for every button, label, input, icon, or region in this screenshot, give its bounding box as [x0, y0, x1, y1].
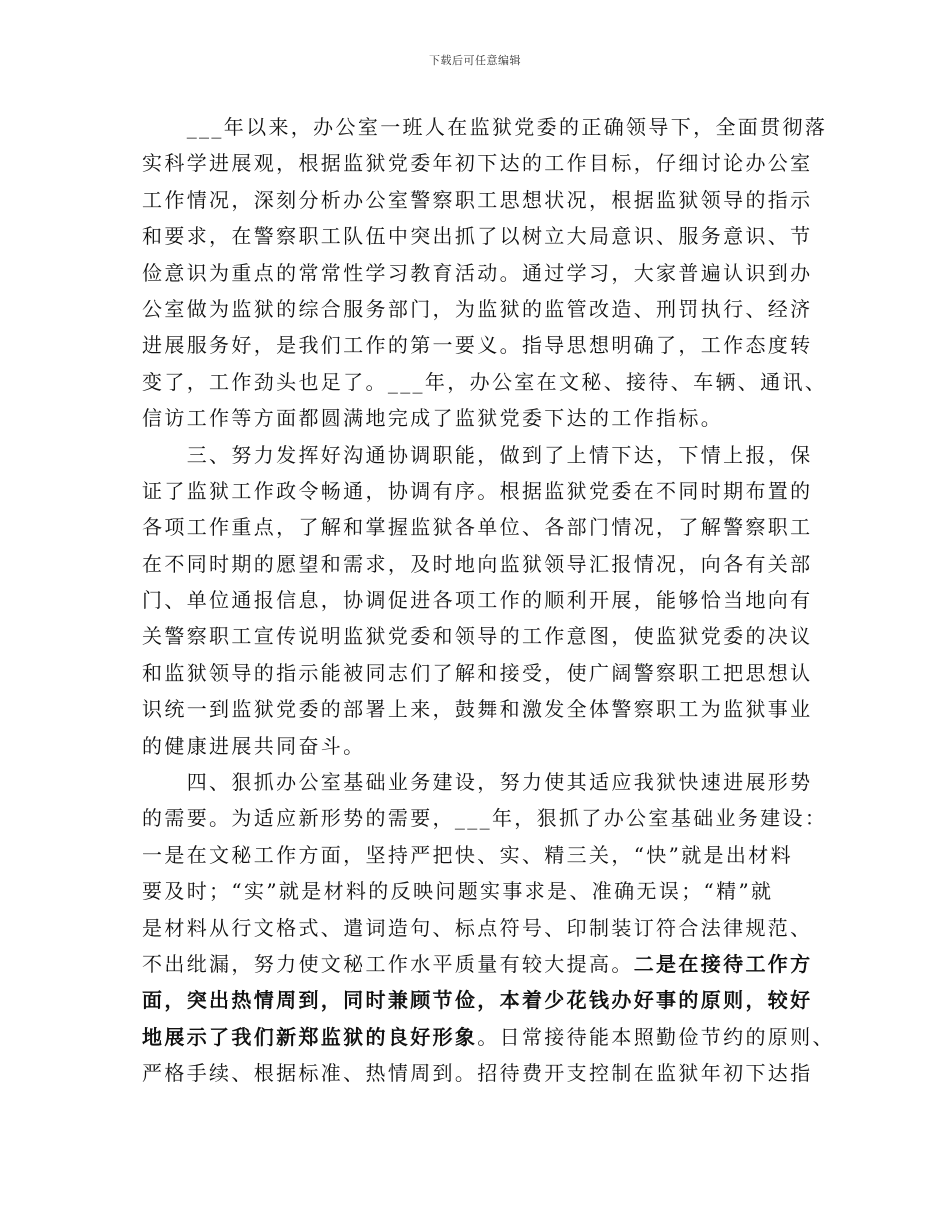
text-segment: 的健康进展共同奋斗。 [142, 733, 366, 758]
text-line [142, 691, 814, 727]
text-segment: 的需要。为适应新形势的需要，___年，狠抓了办公室基础业务建设： [142, 806, 828, 831]
text-line [142, 910, 814, 946]
text-line [142, 109, 828, 145]
page-header-note: 下载后可任意编辑 [429, 54, 521, 67]
text-segment: 是材料从行文格式、遣词造句、标点符号、印制装订符合法律规范、 [142, 915, 813, 940]
text-line [142, 1055, 814, 1091]
text-segment: 不出纰漏，努力使文秘工作水平质量有较大提高。 [142, 951, 634, 976]
text-line [142, 837, 814, 873]
text-line [142, 618, 814, 654]
text-segment: 进展服务好，是我们工作的第一要义。指导思想明确了，工作态度转 [142, 333, 813, 358]
text-line [142, 946, 814, 982]
text-line [142, 1019, 835, 1055]
text-segment: 门、单位通报信息，协调促进各项工作的顺利开展，能够恰当地向有 [142, 588, 813, 613]
text-segment: 信访工作等方面都圆满地完成了监狱党委下达的工作指标。 [142, 406, 724, 431]
text-segment: 。日常接待能本照勤俭节约的原则、 [477, 1024, 835, 1049]
text-segment: 关警察职工宣传说明监狱党委和领导的工作意图，使监狱党委的决议 [142, 624, 813, 649]
text-segment: 识统一到监狱党委的部署上来，鼓舞和激发全体警察职工为监狱事业 [142, 697, 813, 722]
text-line [142, 218, 814, 254]
text-line [142, 982, 814, 1018]
text-segment: 各项工作重点，了解和掌握监狱各单位、各部门情况，了解警察职工 [142, 515, 813, 540]
text-line [142, 291, 814, 327]
text-line [142, 473, 814, 509]
text-segment: 一是在文秘工作方面，坚持严把快、实、精三关，“快”就是出材料 [142, 842, 793, 867]
bold-text-segment: 地展示了我们新郑监狱的良好形象 [142, 1024, 478, 1049]
text-line [142, 655, 814, 691]
text-line [142, 182, 814, 218]
text-segment: 三、努力发挥好沟通协调职能，做到了上情下达，下情上报，保 [142, 442, 813, 467]
text-line [142, 145, 814, 181]
text-segment: 在不同时期的愿望和需求，及时地向监狱领导汇报情况，向各有关部 [142, 551, 813, 576]
text-segment: 变了，工作劲头也足了。___年，办公室在文秘、接待、车辆、通讯、 [142, 369, 828, 394]
text-segment: 严格手续、根据标准、热情周到。招待费开支控制在监狱年初下达指 [142, 1061, 813, 1086]
text-segment: 实科学进展观，根据监狱党委年初下达的工作目标，仔细讨论办公室 [142, 151, 813, 176]
text-line [142, 873, 814, 909]
bold-text-segment: 面，突出热情周到，同时兼顾节俭，本着少花钱办好事的原则，较好 [142, 988, 813, 1013]
text-segment: 公室做为监狱的综合服务部门，为监狱的监管改造、刑罚执行、经济 [142, 296, 813, 321]
text-segment: 和监狱领导的指示能被同志们了解和接受，使广阔警察职工把思想认 [142, 660, 813, 685]
text-segment: 和要求，在警察职工队伍中突出抓了以树立大局意识、服务意识、节 [142, 224, 813, 249]
text-line [142, 509, 814, 545]
text-line [142, 546, 814, 582]
bold-text-segment: 二是在接待工作方 [633, 951, 813, 976]
text-segment: ___年以来，办公室一班人在监狱党委的正确领导下，全面贯彻落 [142, 115, 828, 139]
text-line [142, 582, 814, 618]
text-segment: 证了监狱工作政令畅通，协调有序。根据监狱党委在不同时期布置的 [142, 478, 813, 503]
text-line [142, 400, 814, 436]
text-segment: 工作情况，深刻分析办公室警察职工思想状况，根据监狱领导的指示 [142, 187, 813, 212]
text-line [142, 437, 814, 473]
text-segment: 四、狠抓办公室基础业务建设，努力使其适应我狱快速进展形势 [142, 770, 813, 795]
text-line [142, 800, 828, 836]
text-segment: 俭意识为重点的常常性学习教育活动。通过学习，大家普遍认识到办 [142, 260, 813, 285]
text-line [142, 327, 814, 363]
document-body [142, 109, 835, 1092]
text-line [142, 764, 814, 800]
text-line [142, 364, 828, 400]
text-line [142, 255, 814, 291]
text-line [142, 728, 814, 764]
text-segment: 要及时；“实”就是材料的反映问题实事求是、准确无误；“精”就 [142, 879, 774, 904]
